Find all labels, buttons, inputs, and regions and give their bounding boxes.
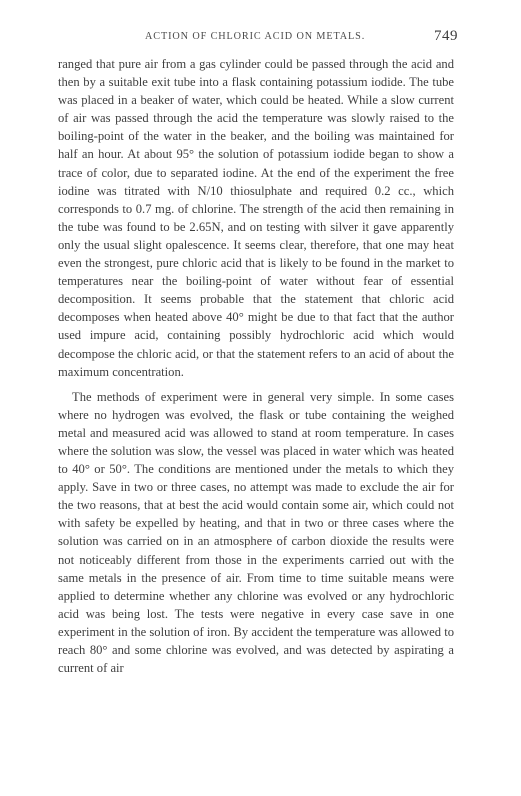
paragraph-2: The methods of experiment were in general very simple. In some cases where no hydrogen was evolved, the flask or tube containing the weighed metal and measured acid was allowed to stand at room temperature. In cases where the solution was slow, the vessel was placed in water which was heated to 40° or 50°. The conditions are mentioned under the metals to which they apply. Save in two or three cases, no attempt was made to exclude the air for the two reasons, that at best the acid would contain some air, which could not with safety be expelled by heating, and that in two or three cases where the solution was carried on in an atmosphere of carbon dioxide the results were not noticeably different from those in the experiments carried out with the same metals in the presence of air. From time to time suitable means were applied to determine whether any chlorine was evolved or any hydrochloric acid was being lost. The tests were negative in every case save in one experiment in the solution of iron. By accident the temperature was allowed to reach 80° and some chlorine was evolved, and was detected by aspirating a current of air [58,389,454,676]
body-text [58,55,454,677]
paragraph-1: ranged that pure air from a gas cylinder could be passed through the acid and then by a suitable exit tube into a flask containing potassium iodide. The tube was placed in a beaker of water, which could be heated. While a slow current of air was passed through the acid the temperature was slowly raised to the boiling-point of the water in the beaker, and the boiling was maintained for half an hour. At about 95° the solution of potassium iodide began to show a trace of color, due to separated iodine. At the end of the experiment the free iodine was titrated with N/10 thiosulphate and required 0.2 cc., which corresponds to 0.7 mg. of chlorine. The strength of the acid then remaining in the tube was found to be 2.65N, and on testing with silver it gave apparently only the usual slight opalescence. It seems clear, therefore, that one may heat even the strongest, pure chloric acid that is likely to be found in the market to temperatures near the boiling-point of water without fear of essential decomposition. It seems probable that the statement that chloric acid decomposes when heated above 40° might be due to that fact that the author used impure acid, containing possibly hydrochloric acid which would decompose the chloric acid, or that the statement refers to an acid of about the maximum concentration. [58,57,454,379]
running-title: ACTION OF CHLORIC ACID ON METALS. [145,31,366,42]
running-header [0,29,521,49]
page-number: 749 [434,28,458,44]
